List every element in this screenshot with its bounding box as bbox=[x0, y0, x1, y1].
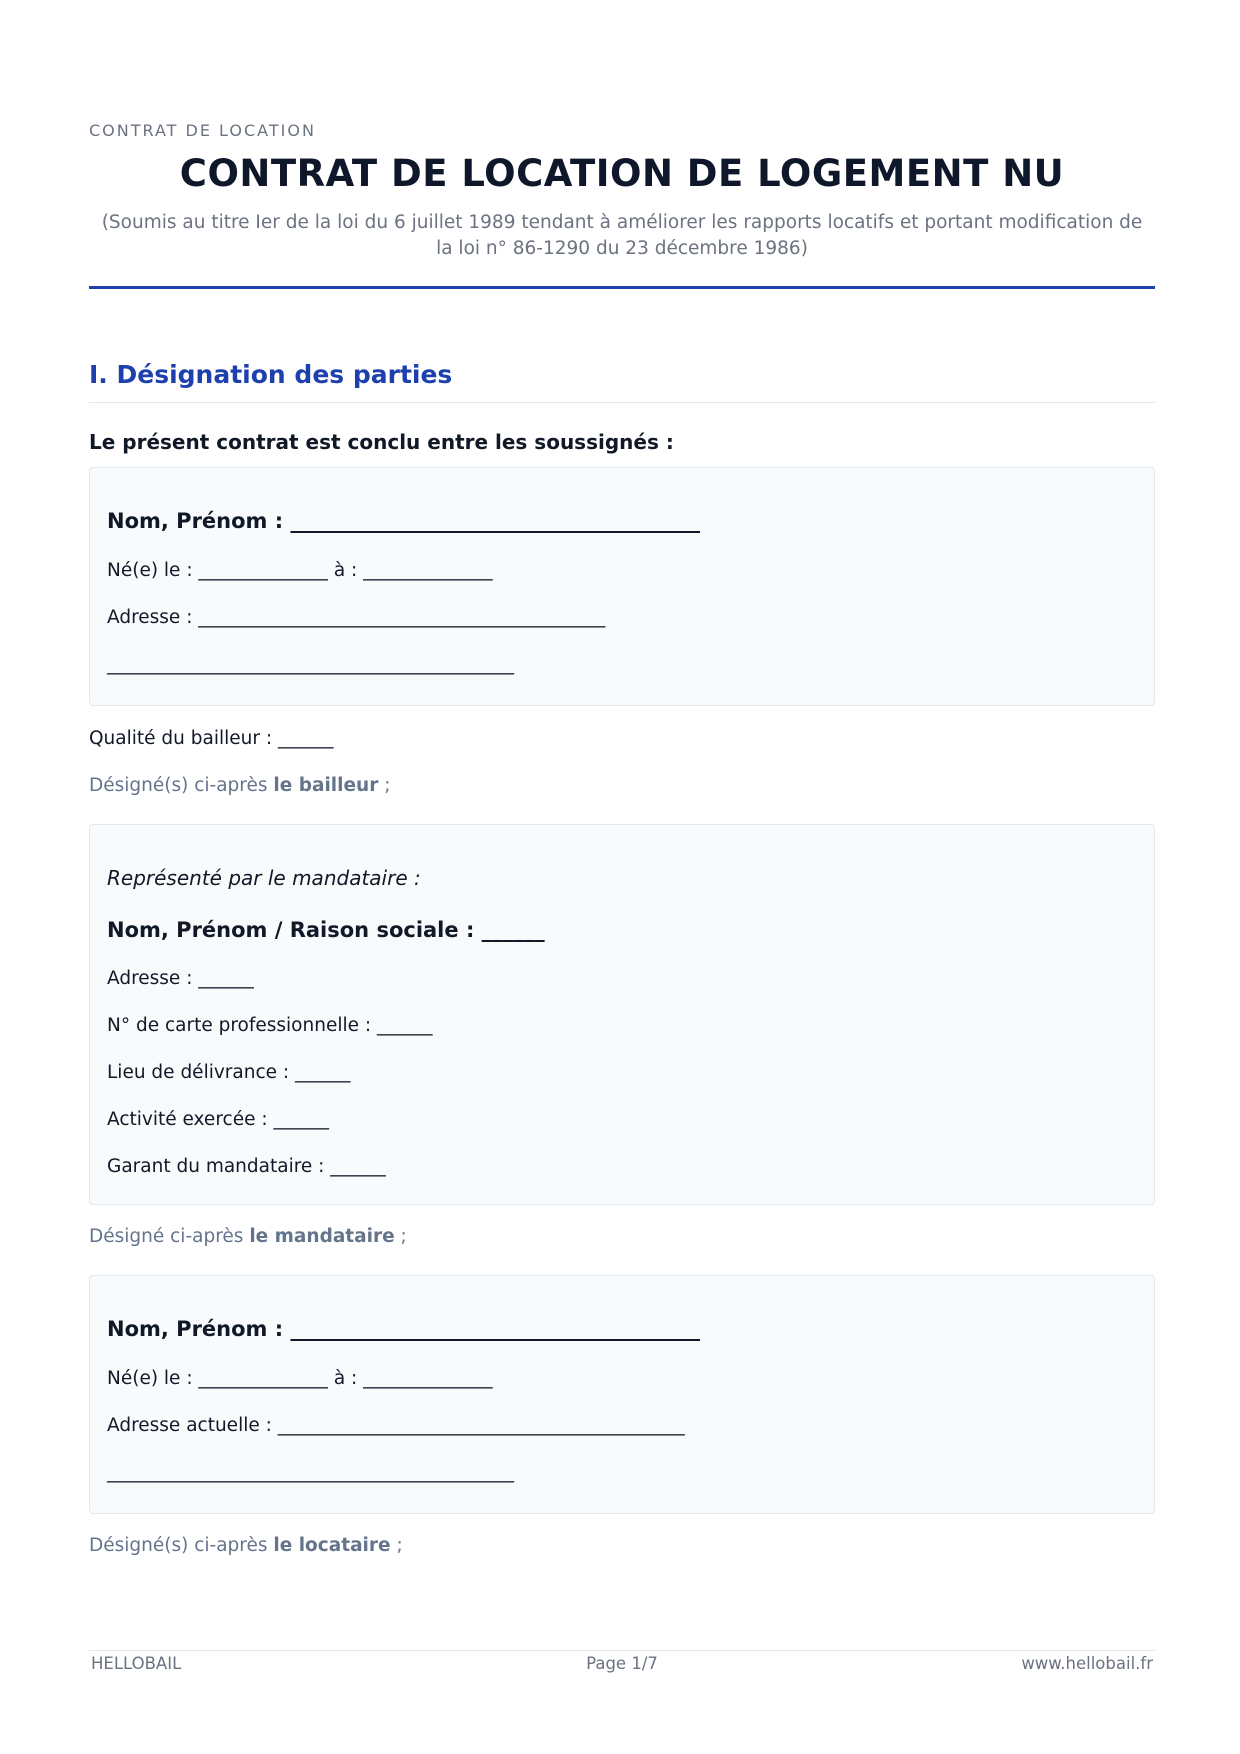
bailleur-quality-field[interactable]: Qualité du bailleur : ______ bbox=[89, 728, 334, 749]
bailleur-card bbox=[89, 467, 1155, 706]
document-subtitle bbox=[89, 210, 1155, 262]
designation-role: le mandataire bbox=[249, 1226, 395, 1247]
designation-prefix: Désigné(s) ci-après bbox=[89, 775, 274, 796]
section-title: I. Désignation des parties bbox=[89, 360, 453, 389]
locataire-birth-field[interactable]: Né(e) le : ______________ à : ______________ bbox=[107, 1368, 493, 1389]
bailleur-name-field[interactable]: Nom, Prénom : _______________________________________ bbox=[107, 509, 700, 533]
designation-role: le locataire bbox=[273, 1535, 391, 1556]
subtitle-line-2: la loi n° 86-1290 du 23 décembre 1986) bbox=[436, 238, 808, 259]
footer-page-number: Page 1/7 bbox=[586, 1654, 658, 1673]
designation-prefix: Désigné ci-après bbox=[89, 1226, 250, 1247]
footer-website[interactable]: www.hellobail.fr bbox=[1021, 1654, 1153, 1673]
designation-prefix: Désigné(s) ci-après bbox=[89, 1535, 274, 1556]
locataire-name-field[interactable]: Nom, Prénom : _______________________________________ bbox=[107, 1317, 700, 1341]
mandataire-guarantor-field[interactable]: Garant du mandataire : ______ bbox=[107, 1156, 386, 1177]
designation-suffix: ; bbox=[390, 1535, 403, 1556]
section-intro: Le présent contrat est conclu entre les soussignés : bbox=[89, 430, 674, 454]
bailleur-designation bbox=[89, 775, 390, 796]
designation-role: le bailleur bbox=[273, 775, 379, 796]
document-kicker: CONTRAT DE LOCATION bbox=[89, 121, 316, 140]
mandataire-represented-label: Représenté par le mandataire : bbox=[107, 866, 421, 890]
document-page bbox=[89, 0, 1155, 1754]
mandataire-address-field[interactable]: Adresse : ______ bbox=[107, 968, 254, 989]
designation-suffix: ; bbox=[394, 1226, 407, 1247]
bailleur-birth-field[interactable]: Né(e) le : ______________ à : ______________ bbox=[107, 560, 493, 581]
locataire-address-line2-field[interactable]: ____________________________________________ bbox=[107, 1462, 514, 1483]
mandataire-card-number-field[interactable]: N° de carte professionnelle : ______ bbox=[107, 1015, 433, 1036]
mandataire-place-field[interactable]: Lieu de délivrance : ______ bbox=[107, 1062, 351, 1083]
footer-brand: HELLOBAIL bbox=[91, 1654, 182, 1673]
designation-suffix: ; bbox=[378, 775, 391, 796]
mandataire-activity-field[interactable]: Activité exercée : ______ bbox=[107, 1109, 329, 1130]
header-divider bbox=[89, 286, 1155, 289]
footer-divider bbox=[89, 1650, 1155, 1651]
bailleur-address-line2-field[interactable]: ____________________________________________ bbox=[107, 654, 514, 675]
mandataire-card bbox=[89, 824, 1155, 1205]
locataire-designation bbox=[89, 1535, 403, 1556]
document-title: CONTRAT DE LOCATION DE LOGEMENT NU bbox=[179, 152, 1065, 195]
bailleur-address-field[interactable]: Adresse : ____________________________________________ bbox=[107, 607, 606, 628]
locataire-card bbox=[89, 1275, 1155, 1514]
mandataire-name-field[interactable]: Nom, Prénom / Raison sociale : ______ bbox=[107, 918, 545, 942]
locataire-address-field[interactable]: Adresse actuelle : ____________________________________________ bbox=[107, 1415, 685, 1436]
subtitle-line-1: (Soumis au titre Ier de la loi du 6 juillet 1989 tendant à améliorer les rapports locatifs et portant modification de bbox=[101, 212, 1143, 233]
mandataire-designation bbox=[89, 1226, 407, 1247]
section-divider bbox=[89, 402, 1155, 403]
